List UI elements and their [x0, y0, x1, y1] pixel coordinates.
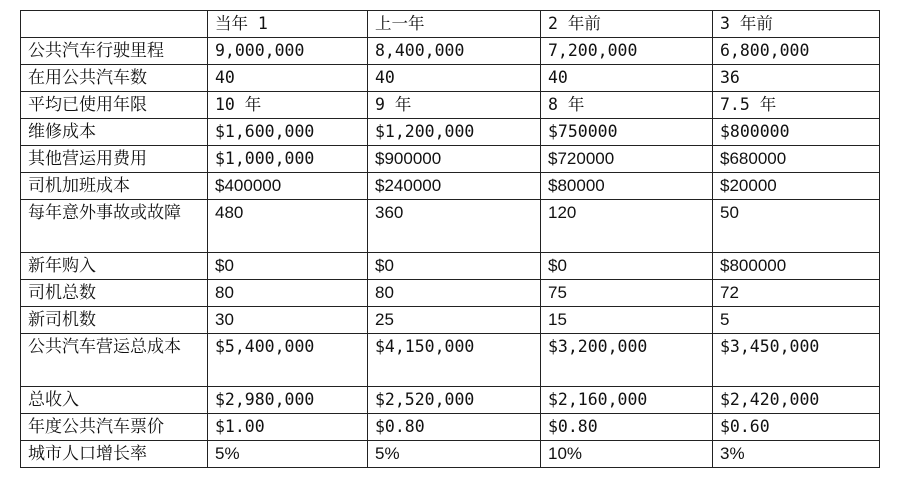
- table-cell: 8,400,000: [368, 38, 541, 65]
- table-cell: $2,980,000: [208, 387, 368, 414]
- table-cell: $4,150,000: [368, 334, 541, 387]
- table-row: [21, 200, 880, 253]
- table-cell: 10 年: [208, 92, 368, 119]
- table-cell: 3%: [713, 441, 880, 468]
- table-cell: 30: [208, 307, 368, 334]
- table-cell: $0.60: [713, 414, 880, 441]
- table-row: [21, 92, 880, 119]
- table-cell: $750000: [541, 119, 713, 146]
- table-cell: $2,420,000: [713, 387, 880, 414]
- table-cell: $20000: [713, 173, 880, 200]
- table-cell: $900000: [368, 146, 541, 173]
- row-label: 新年购入: [21, 253, 208, 280]
- table-row: [21, 441, 880, 468]
- table-cell: $3,200,000: [541, 334, 713, 387]
- table-cell: 50: [713, 200, 880, 253]
- row-label: 在用公共汽车数: [21, 65, 208, 92]
- row-label: 公共汽车营运总成本: [21, 334, 208, 387]
- table-cell: $1.00: [208, 414, 368, 441]
- row-label: 新司机数: [21, 307, 208, 334]
- row-label: 司机总数: [21, 280, 208, 307]
- table-cell: $240000: [368, 173, 541, 200]
- header-cell-current-year: 当年 1: [208, 11, 368, 38]
- table-cell: 5%: [368, 441, 541, 468]
- header-cell-three-years-ago: 3 年前: [713, 11, 880, 38]
- table-cell: $0: [541, 253, 713, 280]
- row-label: 司机加班成本: [21, 173, 208, 200]
- row-label: 维修成本: [21, 119, 208, 146]
- table-cell: 7,200,000: [541, 38, 713, 65]
- header-cell-two-years-ago: 2 年前: [541, 11, 713, 38]
- table-cell: $680000: [713, 146, 880, 173]
- table-row: [21, 253, 880, 280]
- table-cell: 40: [208, 65, 368, 92]
- table-cell: $1,000,000: [208, 146, 368, 173]
- header-row: [21, 11, 880, 38]
- table-cell: 8 年: [541, 92, 713, 119]
- table-cell: 120: [541, 200, 713, 253]
- table-cell: $3,450,000: [713, 334, 880, 387]
- table-cell: 480: [208, 200, 368, 253]
- table-cell: $0: [208, 253, 368, 280]
- table-cell: 80: [208, 280, 368, 307]
- table-cell: 40: [541, 65, 713, 92]
- row-label: 平均已使用年限: [21, 92, 208, 119]
- table-cell: $0.80: [368, 414, 541, 441]
- row-label: 年度公共汽车票价: [21, 414, 208, 441]
- table-cell: 10%: [541, 441, 713, 468]
- table-cell: 25: [368, 307, 541, 334]
- table-cell: 360: [368, 200, 541, 253]
- table-cell: $1,200,000: [368, 119, 541, 146]
- row-label: 公共汽车行驶里程: [21, 38, 208, 65]
- table-cell: $800000: [713, 253, 880, 280]
- row-label: 城市人口增长率: [21, 441, 208, 468]
- table-row: [21, 280, 880, 307]
- table-cell: 5: [713, 307, 880, 334]
- table-row: [21, 173, 880, 200]
- table-cell: $0.80: [541, 414, 713, 441]
- table-cell: 6,800,000: [713, 38, 880, 65]
- table-cell: 15: [541, 307, 713, 334]
- table-cell: $80000: [541, 173, 713, 200]
- table-cell: 5%: [208, 441, 368, 468]
- table-cell: $2,520,000: [368, 387, 541, 414]
- row-label: 总收入: [21, 387, 208, 414]
- table-row: [21, 146, 880, 173]
- table-row: [21, 65, 880, 92]
- table-cell: 80: [368, 280, 541, 307]
- table-cell: $400000: [208, 173, 368, 200]
- table-cell: $5,400,000: [208, 334, 368, 387]
- table-cell: $720000: [541, 146, 713, 173]
- table-row: [21, 38, 880, 65]
- table-cell: 75: [541, 280, 713, 307]
- header-cell-empty: [21, 11, 208, 38]
- header-cell-last-year: 上一年: [368, 11, 541, 38]
- table-cell: 72: [713, 280, 880, 307]
- table-cell: $2,160,000: [541, 387, 713, 414]
- row-label: 每年意外事故或故障: [21, 200, 208, 253]
- table-cell: 9,000,000: [208, 38, 368, 65]
- table-cell: 36: [713, 65, 880, 92]
- table-cell: $1,600,000: [208, 119, 368, 146]
- table-cell: $800000: [713, 119, 880, 146]
- table-cell: 9 年: [368, 92, 541, 119]
- bus-statistics-table: [20, 10, 880, 468]
- table-cell: 7.5 年: [713, 92, 880, 119]
- table-cell: $0: [368, 253, 541, 280]
- table-cell: 40: [368, 65, 541, 92]
- table-row: [21, 387, 880, 414]
- table-row: [21, 307, 880, 334]
- table-row: [21, 414, 880, 441]
- row-label: 其他营运用费用: [21, 146, 208, 173]
- table-row: [21, 334, 880, 387]
- table-row: [21, 119, 880, 146]
